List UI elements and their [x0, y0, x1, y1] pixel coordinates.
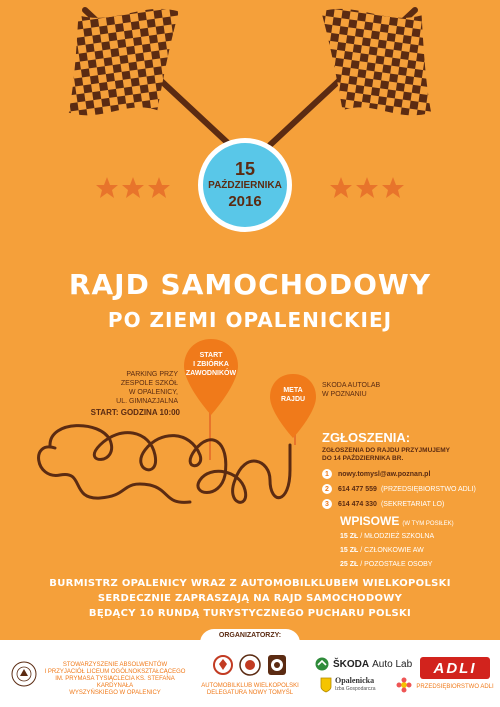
start-time: START: GODZINA 10:00 [90, 408, 180, 417]
fee-item [340, 533, 434, 540]
fee-who: / CZŁONKOWIE AW [360, 547, 424, 554]
contact-phone-2-note: (SEKRETARIAT LO) [380, 500, 445, 508]
subtitle: PO ZIEMI OPALENICKIEJ [107, 308, 393, 332]
finish-pin-line2: RAJDU [280, 396, 306, 403]
finish-place-line2: W POZNANIU [322, 391, 367, 398]
contact-email [322, 469, 430, 479]
association-line2: I PRZYJACIÓŁ LICEUM OGÓLNOKSZTAŁCĄCEGO [44, 669, 186, 675]
registration-title: ZGŁOSZENIA: [322, 430, 411, 445]
adli-logo [420, 657, 490, 679]
skoda-brand: ŠKODA [333, 658, 370, 670]
contact-number: 3 [322, 499, 332, 509]
finish-pin-icon [268, 372, 318, 440]
association-line1: STOWARZYSZENIE ABSOLWENTÓW [62, 662, 168, 668]
organizers-label: ORGANIZATORZY: [218, 632, 282, 639]
association-logo-icon [10, 660, 38, 688]
finish-place-line1: SKODA AUTOLAB [322, 382, 381, 389]
contact-email-value[interactable]: nowy.tomysl@aw.poznan.pl [338, 470, 431, 478]
fee-who: / POZOSTAŁE OSOBY [360, 561, 433, 568]
main-title: RAJD SAMOCHODOWY [68, 268, 432, 301]
automobile-club-logos-icon [210, 652, 290, 678]
registration-info [322, 447, 450, 463]
start-pin-label [184, 351, 238, 378]
contact-phone-1-note: (PRZEDSIĘBIORSTWO ADLI) [380, 485, 476, 493]
opalenicka-line1: Opalenicka [335, 676, 375, 685]
finish-pin-line1: META [283, 387, 303, 394]
start-place-line1: PARKING PRZY [126, 371, 178, 378]
association-line3: IM. PRYMASA TYSIĄCLECIA KS. STEFANA KARDYNAŁA [55, 676, 175, 689]
opalenicka-logo [320, 677, 376, 693]
fees-title: WPISOWE [340, 514, 400, 528]
registration-info-line1: ZGŁOSZENIA DO RAJDU PRZYJMUJEMY [322, 447, 450, 454]
skoda-logo [315, 657, 412, 671]
fee-item [340, 547, 424, 554]
opalenicka-emblem-icon [320, 677, 332, 693]
fee-amount: 15 ZŁ [340, 547, 359, 554]
club-line2: DELEGATURA NOWY TOMYŚL [206, 690, 294, 696]
contact-phone-1-value[interactable]: 614 477 559 [338, 485, 377, 493]
adli-logo-text: ADLI [433, 659, 477, 677]
fee-item [340, 561, 432, 568]
opalenicka-text [335, 677, 376, 693]
start-pin-line3: ZAWODNIKÓW [185, 370, 237, 377]
date-month: PAŹDZIERNIKA [208, 180, 282, 191]
start-place-line4: UL. GIMNAZJALNA [116, 398, 178, 405]
start-pin-line2: I ZBIÓRKA [193, 361, 229, 368]
date-year: 2016 [228, 193, 262, 210]
start-place-line2: ZESPOLE SZKÓŁ [120, 380, 178, 387]
date-badge [198, 138, 292, 232]
invitation-line2: SERDECZNIE ZAPRASZAJĄ NA RAJD SAMOCHODOWY [97, 593, 403, 604]
skoda-suffix: Auto Lab [372, 658, 413, 670]
contact-number: 2 [322, 484, 332, 494]
fee-who: / MŁODZIEŻ SZKOLNA [360, 533, 435, 540]
opalenicka-line2: Izba Gospodarcza [335, 686, 376, 692]
finish-place [322, 381, 412, 399]
automobile-club-name [200, 683, 300, 697]
invitation-line3: BĘDĄCY 10 RUNDĄ TURYSTYCZNEGO PUCHARU POLSKI [88, 608, 412, 619]
fee-amount: 25 ZŁ [340, 561, 359, 568]
contact-number: 1 [322, 469, 332, 479]
club-line1: AUTOMOBILKLUB WIELKOPOLSKI [201, 683, 299, 689]
adli-name: PRZEDSIĘBIORSTWO ADLI [416, 684, 494, 690]
skoda-emblem-icon [315, 657, 329, 671]
association-name [40, 662, 190, 697]
flower-decoration-icon [395, 676, 413, 694]
contact-phone-1 [322, 484, 476, 494]
registration-info-line2: DO 14 PAŹDZIERNIKA BR. [322, 455, 404, 462]
fees-subtitle: (W TYM POSIŁEK) [402, 521, 454, 527]
invitation-line1: BURMISTRZ OPALENICY WRAZ Z AUTOMOBILKLUBEM WIELKOPOLSKI [49, 578, 451, 589]
fees-heading [340, 514, 454, 528]
start-place-line3: W OPALENICY, [128, 389, 178, 396]
start-place [100, 370, 178, 406]
date-day: 15 [234, 159, 256, 179]
contact-phone-2 [322, 499, 444, 509]
fee-amount: 15 ZŁ [340, 533, 359, 540]
start-pin-line1: START [199, 352, 223, 359]
contact-phone-2-value[interactable]: 614 474 330 [338, 500, 377, 508]
finish-pin-label [270, 386, 316, 404]
association-line4: WYSZYŃSKIEGO W OPALENICY [69, 690, 161, 696]
